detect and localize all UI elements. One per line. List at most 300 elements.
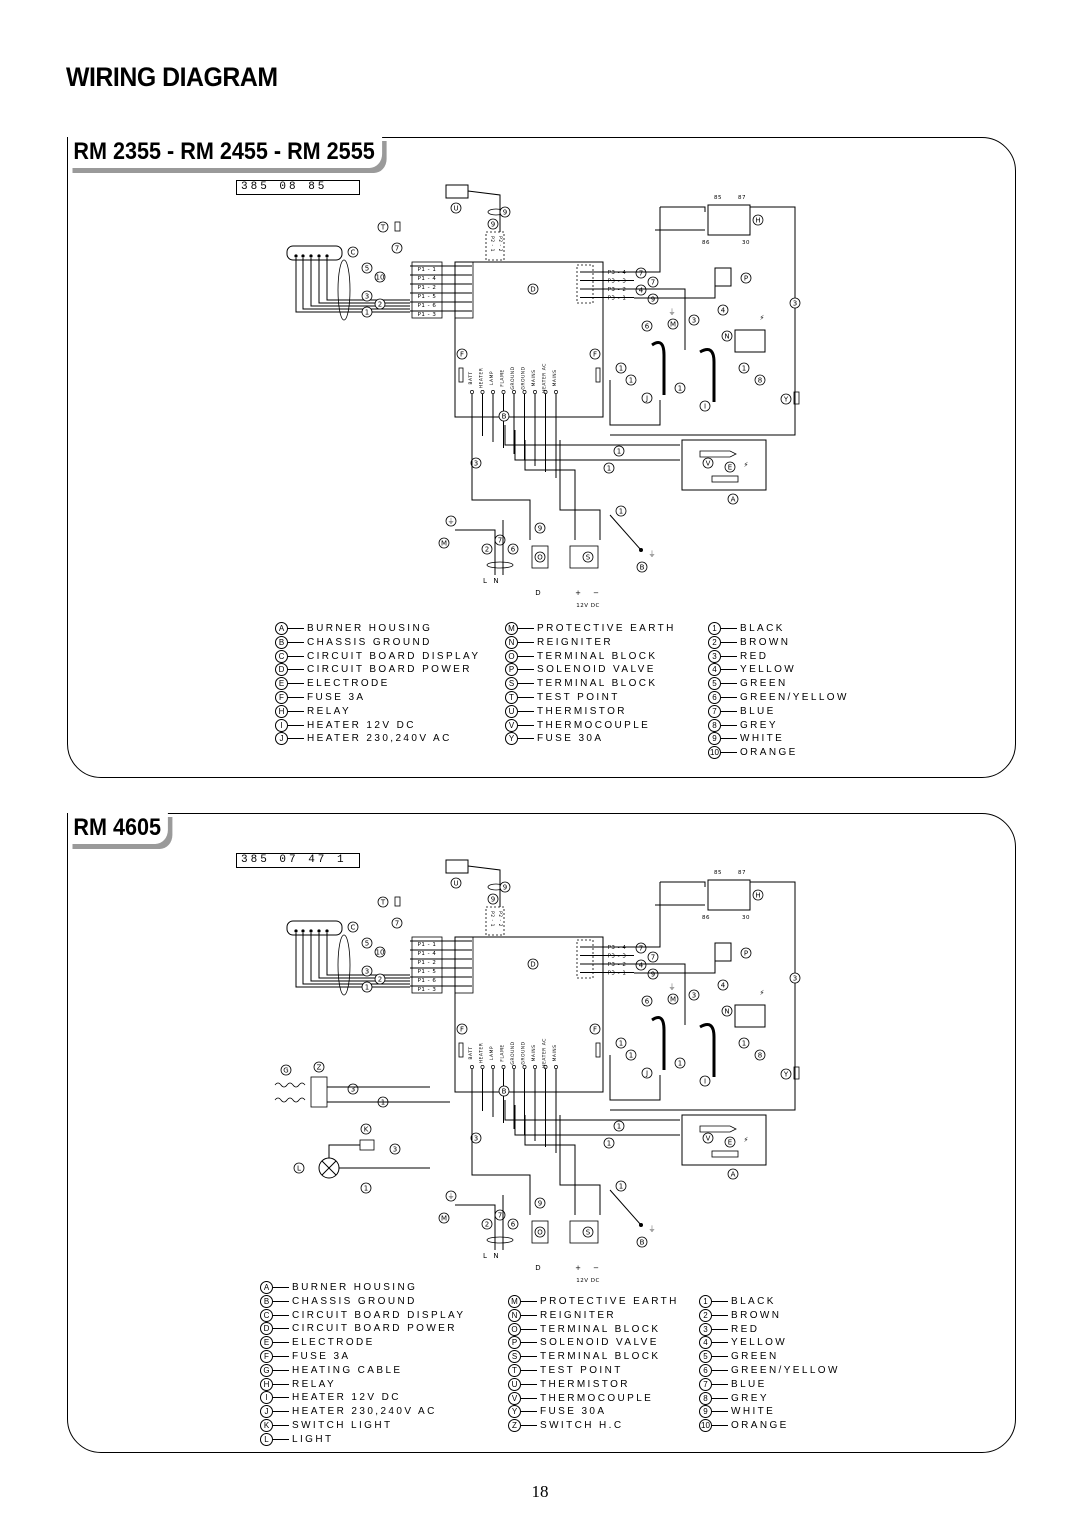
legend-label: BURNER HOUSING [292, 1282, 418, 1294]
legend-key: C [260, 1309, 273, 1322]
wire [634, 207, 660, 272]
light-cross [322, 1161, 336, 1175]
callout-text: 6 [644, 997, 650, 1006]
legend-leader [721, 752, 737, 753]
legend-item [260, 1433, 465, 1447]
p3-pin-label: P3 - 1 [607, 295, 627, 302]
callout-tag [648, 969, 658, 979]
legend-key: 2 [699, 1309, 712, 1322]
legend-item [505, 705, 676, 719]
spark-icon: ⚡ [743, 461, 749, 469]
supply-label-plus: + [575, 1264, 581, 1272]
display-pin [325, 929, 328, 932]
legend-key: N [505, 636, 518, 649]
legend-wire-colors [699, 1295, 840, 1433]
heater-dc-element [700, 350, 714, 402]
legend-key: K [260, 1419, 273, 1432]
legend-leader [518, 656, 534, 657]
display-pin [309, 254, 312, 257]
legend-label: PROTECTIVE EARTH [540, 1296, 679, 1308]
callout-text: 7 [650, 953, 656, 962]
callout-tag [348, 1084, 358, 1094]
board-terminal [491, 390, 494, 393]
legend-item [699, 1392, 840, 1406]
callout-tag [499, 1086, 509, 1096]
legend-key: 3 [699, 1323, 712, 1336]
electrode [700, 1126, 736, 1132]
wire [472, 430, 530, 540]
legend-key: H [275, 705, 288, 718]
legend-leader [273, 1370, 289, 1371]
legend-key: P [505, 663, 518, 676]
board-terminal-label: HEATER AC [542, 363, 548, 393]
legend-label: CHASSIS GROUND [292, 1295, 417, 1307]
legend-leader [521, 1342, 537, 1343]
legend-leader [521, 1398, 537, 1399]
callout-text: 2 [484, 545, 490, 554]
legend-leader [288, 669, 304, 670]
legend-label: SOLENOID VALVE [540, 1337, 659, 1349]
display-pin [309, 929, 312, 932]
callout-tag [741, 273, 751, 283]
legend-key: N [508, 1309, 521, 1322]
callout-tag [604, 463, 614, 473]
legend-item [505, 650, 676, 664]
relay-terminal-label: 30 [742, 915, 750, 921]
board-terminal [502, 1065, 505, 1068]
relay-terminal-label: 87 [738, 195, 746, 201]
legend-label: CHASSIS GROUND [307, 636, 432, 648]
callout-tag [392, 243, 402, 253]
callout-tag [500, 207, 510, 217]
legend-item [505, 622, 676, 636]
callout-tag [508, 544, 518, 554]
callout-text: 7 [638, 269, 644, 278]
legend-key: E [275, 677, 288, 690]
legend-leader [721, 725, 737, 726]
legend-label: YELLOW [731, 1337, 788, 1349]
legend-label: THERMISTOR [537, 705, 627, 717]
legend-key: O [505, 650, 518, 663]
callout-tag [626, 375, 636, 385]
legend-label: FUSE 30A [540, 1406, 607, 1418]
board-terminal [523, 1065, 526, 1068]
cable-bundle [338, 935, 350, 995]
legend-leader [518, 669, 534, 670]
callout-text: 4 [638, 961, 644, 970]
callout-text: 3 [792, 974, 798, 983]
callout-tag [722, 331, 732, 341]
model-tab: RM 2355 - RM 2455 - RM 2555 [68, 136, 382, 168]
supply-label-minus: − [593, 589, 599, 597]
callout-text: V [705, 1134, 711, 1143]
legend-leader [273, 1411, 289, 1412]
callout-tag [636, 285, 646, 295]
callout-text: 3 [350, 1085, 356, 1094]
thermistor [446, 860, 468, 873]
legend-item [708, 719, 849, 733]
callout-text: 4 [720, 306, 726, 315]
callout-tag [488, 894, 498, 904]
supply-label-l: L [483, 577, 487, 585]
p1-pin-label: P1 - 3 [417, 987, 437, 993]
callout-tag [616, 1181, 626, 1191]
callout-tag [528, 284, 538, 294]
callout-tag [375, 272, 385, 282]
callout-tag [457, 1024, 467, 1034]
model-tab: RM 4605 [68, 812, 168, 844]
callout-tag [637, 562, 647, 572]
legend-key: B [275, 636, 288, 649]
legend-item [505, 663, 676, 677]
wire [634, 961, 715, 973]
callout-tag [781, 1069, 791, 1079]
legend-key: 5 [708, 677, 721, 690]
callout-text: I [703, 402, 707, 411]
callout-text: ⏚ [447, 517, 455, 526]
callout-tag [499, 411, 509, 421]
p3-pin-label: P3 - 3 [607, 278, 627, 285]
legend-label: FUSE 3A [307, 692, 366, 704]
callout-tag [535, 523, 545, 533]
legend-item [260, 1350, 465, 1364]
callout-tag [648, 277, 658, 287]
legend-key: 9 [708, 732, 721, 745]
legend-leader [288, 628, 304, 629]
legend-label: HEATER 230,240V AC [292, 1406, 437, 1418]
legend-item [699, 1419, 840, 1433]
callout-tag [718, 305, 728, 315]
callout-text: V [705, 459, 711, 468]
callout-text: D [530, 285, 536, 294]
callout-text: 1 [616, 447, 622, 456]
callout-text: F [592, 350, 598, 359]
legend-label: GREEN [740, 678, 788, 690]
relay-terminal-label: 85 [714, 195, 722, 201]
callout-text: 2 [484, 1220, 490, 1229]
legend-key: U [508, 1378, 521, 1391]
legend-key: U [505, 705, 518, 718]
legend-item [260, 1419, 465, 1433]
legend-leader [273, 1439, 289, 1440]
callout-tag [482, 1219, 492, 1229]
legend-label: HEATER 230,240V AC [307, 733, 452, 745]
legend-item [508, 1309, 679, 1323]
callout-tag [753, 215, 763, 225]
legend-key: I [260, 1391, 273, 1404]
legend-item [505, 636, 676, 650]
legend-key: I [275, 719, 288, 732]
legend-item [708, 705, 849, 719]
callout-tag [637, 1237, 647, 1247]
legend-leader [521, 1370, 537, 1371]
p3-pin-label: P3 - 4 [607, 945, 627, 951]
callout-tag [703, 1133, 713, 1143]
legend-label: YELLOW [740, 664, 797, 676]
test-point [395, 897, 400, 906]
callout-text: M [440, 539, 448, 548]
board-terminal-label: GROUND [521, 1041, 527, 1065]
spark-icon: ⚡ [759, 314, 765, 322]
legend-label: THERMOCOUPLE [540, 1392, 654, 1404]
legend-label: ELECTRODE [307, 678, 390, 690]
legend-leader [712, 1411, 728, 1412]
wire [311, 933, 410, 984]
schematic-0 [287, 185, 800, 609]
board-terminal [512, 390, 515, 393]
earth-symbol: ⏚ [648, 550, 656, 558]
legend-leader [518, 683, 534, 684]
callout-tag [583, 1227, 593, 1237]
legend-label: TERMINAL BLOCK [537, 678, 658, 690]
callout-text: F [459, 350, 465, 359]
burner-housing [682, 1115, 766, 1165]
callout-text: A [730, 495, 736, 504]
callout-text: 1 [606, 464, 612, 473]
display-pin [301, 254, 304, 257]
callout-text: 4 [638, 286, 644, 295]
p1-pin-label: P1 - 4 [417, 276, 437, 282]
callout-text: K [363, 1125, 369, 1134]
callout-text: 1 [363, 1184, 369, 1193]
p3-pin-label: P3 - 2 [607, 287, 627, 293]
board-terminal-label: FLAME [500, 1044, 506, 1062]
callout-text: 9 [650, 295, 656, 304]
board-terminal-label: FLAME [500, 369, 506, 387]
legend-leader [712, 1315, 728, 1316]
callout-text: 3 [792, 299, 798, 308]
board-terminal-label: BATT [469, 371, 474, 385]
callout-tag [378, 897, 388, 907]
page-title: WIRING DIAGRAM [66, 62, 278, 92]
legend-label: ORANGE [740, 747, 798, 759]
legend-item [708, 650, 849, 664]
p3-pin-label: P3 - 1 [607, 970, 627, 977]
callout-tag [648, 294, 658, 304]
spark-icon: ⚡ [743, 1136, 749, 1144]
cable-bundle [338, 260, 350, 320]
legend-leader [273, 1301, 289, 1302]
callout-text: T [380, 898, 386, 907]
legend-label: RED [740, 650, 769, 662]
callout-tag [668, 994, 678, 1004]
legend-leader [712, 1384, 728, 1385]
relay-terminal-label: 30 [742, 240, 750, 246]
legend-label: CIRCUIT BOARD DISPLAY [292, 1309, 466, 1321]
legend-leader [521, 1356, 537, 1357]
legend-label: CIRCUIT BOARD DISPLAY [307, 650, 481, 662]
legend-leader [518, 697, 534, 698]
legend-item [260, 1281, 465, 1295]
legend-label: ORANGE [731, 1420, 789, 1432]
legend-key: D [275, 663, 288, 676]
wire [525, 440, 575, 540]
legend-label: RELAY [292, 1378, 337, 1390]
legend-item [699, 1309, 840, 1323]
legend-leader [518, 642, 534, 643]
p2-pin-label: P2 - 1 [489, 236, 494, 252]
legend-key: 2 [708, 636, 721, 649]
callout-tag [642, 321, 652, 331]
callout-tag [314, 1062, 324, 1072]
p2-pin-label: P2 - 2 [497, 911, 502, 927]
callout-tag [722, 1006, 732, 1016]
callout-text: 3 [691, 316, 697, 325]
legend-components [275, 622, 480, 746]
earth-symbol: ⏚ [668, 308, 676, 316]
callout-text: 1 [741, 364, 747, 373]
legend-leader [721, 642, 737, 643]
legend-item [508, 1392, 679, 1406]
wire [660, 207, 705, 212]
legend-leader [288, 683, 304, 684]
legend-label: LIGHT [292, 1433, 334, 1445]
legend-key: M [505, 622, 518, 635]
supply-label-n: N [493, 577, 499, 585]
callout-tag [616, 506, 626, 516]
board-terminal [481, 1065, 484, 1068]
legend-item [708, 636, 849, 650]
legend-item [508, 1336, 679, 1350]
callout-tag [668, 319, 678, 329]
callout-tag [642, 393, 652, 403]
p3-pin-label: P3 - 4 [607, 270, 627, 276]
callout-tag [362, 966, 372, 976]
part-code: 385 07 47 1 [236, 853, 360, 868]
switch-light [360, 1140, 374, 1150]
legend-item [260, 1364, 465, 1378]
callout-tag [451, 878, 461, 888]
legend-key: H [260, 1378, 273, 1391]
thermistor [446, 185, 468, 198]
callout-tag [739, 363, 749, 373]
board-terminal [470, 390, 473, 393]
fuse-3a [459, 1043, 463, 1057]
callout-text: O [537, 1228, 543, 1237]
callout-tag [753, 890, 763, 900]
legend-key: 3 [708, 650, 721, 663]
callout-tag [535, 552, 545, 562]
callout-text: U [453, 204, 459, 213]
callout-tag [781, 394, 791, 404]
board-terminal-label: GROUND [511, 1041, 516, 1065]
display-pin [317, 929, 320, 932]
thermocouple [712, 476, 738, 482]
callout-text: Y [783, 395, 789, 404]
legend-leader [721, 669, 737, 670]
board-terminal [554, 390, 557, 393]
earth-symbol: ⏚ [648, 1225, 656, 1233]
legend-leader [273, 1384, 289, 1385]
legend-item [275, 732, 480, 746]
legend-label: ELECTRODE [292, 1337, 375, 1349]
legend-item [699, 1364, 840, 1378]
legend-key: S [505, 677, 518, 690]
callout-text: 1 [618, 1182, 624, 1191]
legend-label: BLACK [740, 623, 785, 635]
mains-cable-tie [487, 1237, 513, 1243]
callout-tag [636, 943, 646, 953]
legend-item [699, 1350, 840, 1364]
callout-tag [362, 263, 372, 273]
board-terminal-label: LAMP [490, 1045, 495, 1061]
callout-text: B [639, 563, 645, 572]
heater-ac-element [652, 1018, 664, 1070]
legend-item [275, 622, 480, 636]
legend-label: GREEN/YELLOW [740, 692, 849, 704]
callout-text: S [585, 1228, 591, 1237]
callout-text: 5 [364, 939, 370, 948]
callout-text: M [440, 1214, 448, 1223]
wire [296, 933, 410, 987]
wire [560, 1115, 600, 1215]
legend-item [505, 691, 676, 705]
callout-tag [728, 1169, 738, 1179]
legend-key: 5 [699, 1350, 712, 1363]
legend-item [708, 732, 849, 746]
wire [610, 1190, 641, 1225]
p1-pin-label: P1 - 3 [417, 312, 437, 318]
legend-key: 4 [708, 663, 721, 676]
callout-tag [392, 918, 402, 928]
callout-text: 9 [537, 1199, 543, 1208]
callout-tag [362, 938, 372, 948]
p1-pin-label: P1 - 5 [417, 969, 437, 975]
legend-key: C [275, 650, 288, 663]
callout-text: I [703, 1077, 707, 1086]
legend-leader [521, 1384, 537, 1385]
legend-leader [721, 628, 737, 629]
earth-symbol: ⏚ [668, 983, 676, 991]
legend-item [275, 663, 480, 677]
board-terminal [533, 390, 536, 393]
legend-key: M [508, 1295, 521, 1308]
callout-tag [294, 1163, 304, 1173]
callout-text: 6 [510, 1220, 516, 1229]
callout-text: 1 [677, 384, 683, 393]
wire [660, 882, 705, 887]
callout-text: E [727, 463, 733, 472]
legend-label: GREY [740, 719, 778, 731]
display-pin [294, 254, 297, 257]
callout-tag [718, 980, 728, 990]
callout-tag [451, 203, 461, 213]
board-terminal-label: GROUND [511, 366, 516, 390]
callout-text: O [537, 553, 543, 562]
burner-housing [682, 440, 766, 490]
legend-item [699, 1323, 840, 1337]
legend-key: J [275, 732, 288, 745]
callout-text: 3 [364, 292, 370, 301]
callout-text: U [453, 879, 459, 888]
legend-key: 6 [699, 1364, 712, 1377]
relay-terminal-label: 87 [738, 870, 746, 876]
circuit-board-display [287, 246, 342, 260]
callout-text: E [727, 1138, 733, 1147]
legend-item [275, 650, 480, 664]
callout-tag [755, 375, 765, 385]
callout-text: 6 [510, 545, 516, 554]
wire [634, 882, 660, 947]
callout-tag [790, 298, 800, 308]
legend-label: HEATER 12V DC [292, 1392, 401, 1404]
legend-leader [273, 1328, 289, 1329]
callout-tag [348, 922, 358, 932]
legend-item [260, 1309, 465, 1323]
board-terminal [554, 1065, 557, 1068]
legend-key: 10 [699, 1419, 712, 1432]
callout-text: 7 [394, 244, 400, 253]
